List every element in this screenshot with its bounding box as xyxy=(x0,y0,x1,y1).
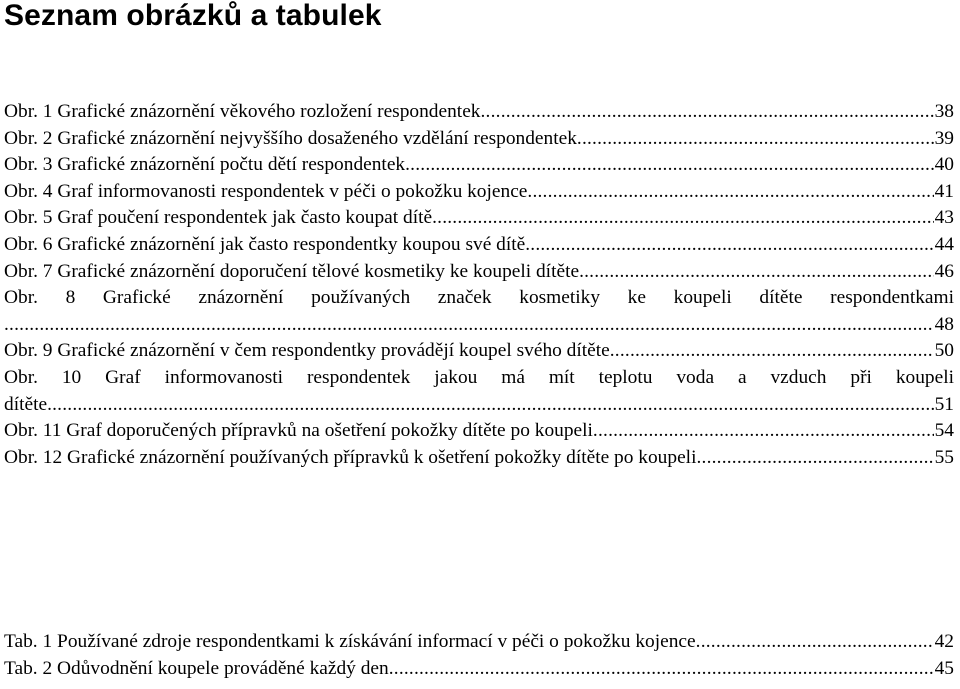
dot-leader xyxy=(527,179,933,206)
dot-leader xyxy=(481,99,934,126)
toc-entry-table-1 xyxy=(4,629,954,656)
page-number: 51 xyxy=(934,393,954,415)
dot-leader xyxy=(610,338,934,365)
entry-title: Obr. 9 Grafické znázornění v čem respondentky provádějí koupel svého dítěte xyxy=(4,340,610,362)
toc-entry-figure-8-line2 xyxy=(4,312,954,339)
toc-entry-figure-10-line2 xyxy=(4,392,954,419)
toc-entry-figure-8-line1 xyxy=(4,285,954,312)
entry-title: Obr. 10 Graf informovanosti respondentek jakou má mít teplotu voda a vzduch při koupeli xyxy=(4,366,954,388)
figure-list xyxy=(4,99,954,471)
entry-title: Obr. 5 Graf poučení respondentek jak často koupat dítě xyxy=(4,207,433,229)
entry-title: Obr. 2 Grafické znázornění nejvyššího dosaženého vzdělání respondentek xyxy=(4,127,577,149)
page-number: 48 xyxy=(934,313,954,335)
entry-title: Obr. 4 Graf informovanosti respondentek v péči o pokožku kojence xyxy=(4,180,528,202)
entry-title: Obr. 3 Grafické znázornění počtu dětí respondentek xyxy=(4,154,406,176)
entry-title: Obr. 6 Grafické znázornění jak často respondentky koupou své dítě xyxy=(4,233,526,255)
dot-leader xyxy=(405,152,933,179)
page-number: 45 xyxy=(934,657,954,679)
toc-entry-figure-5 xyxy=(4,205,954,232)
toc-entry-figure-12 xyxy=(4,445,954,472)
toc-entry-table-2 xyxy=(4,656,954,683)
page-number: 54 xyxy=(934,420,954,442)
dot-leader xyxy=(47,392,934,419)
toc-entry-figure-2 xyxy=(4,126,954,153)
entry-title: Tab. 2 Odůvodnění koupele prováděné každý den xyxy=(4,657,389,679)
page-number: 39 xyxy=(934,127,954,149)
entry-title: Obr. 12 Grafické znázornění používaných přípravků k ošetření pokožky dítěte po koupeli xyxy=(4,446,697,468)
page-number: 41 xyxy=(934,180,954,202)
table-list xyxy=(4,629,954,682)
dot-leader xyxy=(696,629,934,656)
entry-title: Obr. 11 Graf doporučených přípravků na ošetření pokožky dítěte po koupeli xyxy=(4,420,593,442)
dot-leader xyxy=(525,232,933,259)
toc-entry-figure-9 xyxy=(4,338,954,365)
toc-entry-figure-7 xyxy=(4,259,954,286)
page-number: 44 xyxy=(934,233,954,255)
page-number: 50 xyxy=(934,340,954,362)
dot-leader xyxy=(579,259,934,286)
page-number: 55 xyxy=(934,446,954,468)
entry-title-continued: dítěte xyxy=(4,393,48,415)
page-number: 40 xyxy=(934,154,954,176)
toc-entry-figure-3 xyxy=(4,152,954,179)
dot-leader xyxy=(4,312,934,339)
page-heading: Seznam obrázků a tabulek xyxy=(4,0,382,32)
toc-entry-figure-6 xyxy=(4,232,954,259)
page-number: 43 xyxy=(934,207,954,229)
toc-entry-figure-10-line1 xyxy=(4,365,954,392)
toc-entry-figure-4 xyxy=(4,179,954,206)
entry-title: Obr. 7 Grafické znázornění doporučení tělové kosmetiky ke koupeli dítěte xyxy=(4,260,580,282)
dot-leader xyxy=(432,205,934,232)
dot-leader xyxy=(389,656,934,683)
page-number: 38 xyxy=(934,101,954,122)
entry-title: Obr. 8 Grafické znázornění používaných značek kosmetiky ke koupeli dítěte respondentkami xyxy=(4,287,954,309)
toc-entry-figure-1 xyxy=(4,99,954,126)
entry-title: Tab. 1 Používané zdroje respondentkami k získávání informací v péči o pokožku kojence xyxy=(4,631,696,652)
dot-leader xyxy=(577,126,934,153)
dot-leader xyxy=(593,418,934,445)
page-number: 42 xyxy=(934,631,954,652)
toc-entry-figure-11 xyxy=(4,418,954,445)
entry-title: Obr. 1 Grafické znázornění věkového rozložení respondentek xyxy=(4,101,481,122)
dot-leader xyxy=(696,445,933,472)
page-number: 46 xyxy=(934,260,954,282)
